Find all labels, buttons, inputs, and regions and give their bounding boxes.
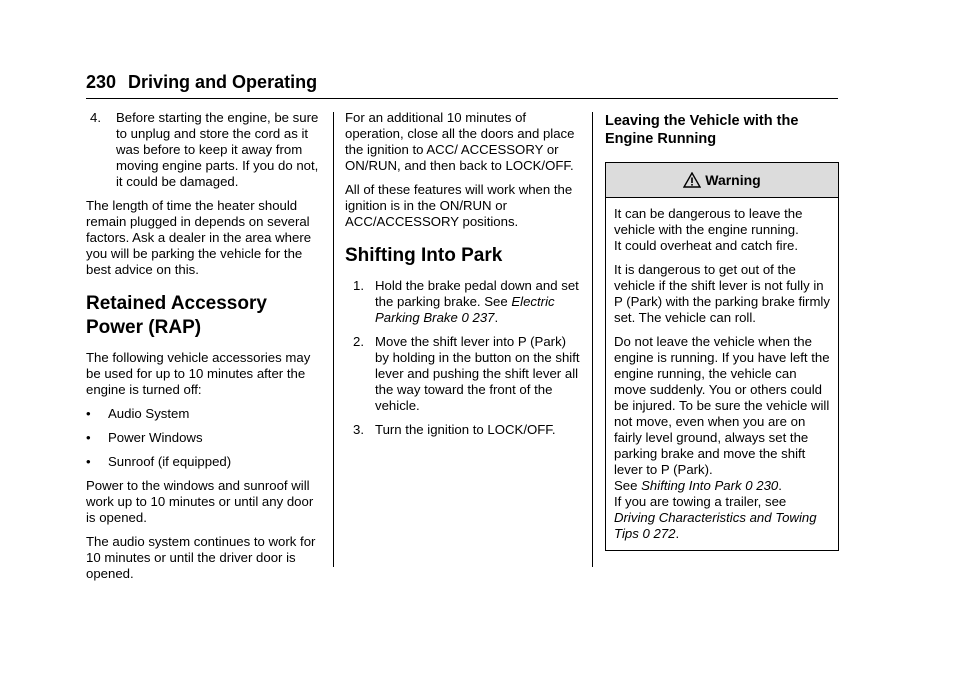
warning-paragraph-2: It is dangerous to get out of the vehicle if the shift lever is not fully in P (Park) with the parking brake firmly set. The vehicle can roll. (614, 262, 830, 325)
step-1 (353, 278, 581, 326)
towing-text: If you are towing a trailer, see (614, 494, 787, 509)
bullet-icon: • (86, 430, 91, 445)
period: . (675, 526, 680, 541)
page-arrow-icon: 0 (461, 310, 469, 325)
warning-label: Warning (705, 172, 761, 188)
list-item-text: Sunroof (if equipped) (108, 454, 232, 469)
step-text: Hold the brake pedal down and set the parking brake. See (375, 278, 579, 309)
warning-paragraph-1 (614, 206, 830, 254)
step-2 (353, 334, 581, 414)
warning-text: It can be dangerous to leave the vehicle with the engine running. (614, 206, 803, 237)
additional-paragraph: For an additional 10 minutes of operation, close all the doors and place the ignition to ACC/ ACCESSORY or ON/RUN, and then back to LOCK/OFF. (345, 110, 575, 173)
features-paragraph: All of these features will work when the ignition is in the ON/RUN or ACC/ACCESSORY positions. (345, 182, 573, 229)
warning-box (605, 162, 839, 551)
leaving-vehicle-heading: Leaving the Vehicle with the Engine Running (605, 113, 799, 147)
step-text: Before starting the engine, be sure to unplug and store the cord as it was before to keep it away from moving engine parts. If you do not, it could be damaged. (116, 110, 319, 189)
step-3 (353, 422, 581, 438)
park-heading: Shifting Into Park (345, 245, 503, 266)
period: . (778, 478, 782, 493)
header-rule (86, 98, 838, 99)
page-number: 230 (86, 72, 117, 92)
heater-paragraph: The length of time the heater should remain plugged in depends on several factors. Ask a dealer in the area where you will be parking the vehicle for the best advice on this. (86, 198, 312, 277)
rap-heading: Retained Accessory Power (RAP) (86, 293, 267, 338)
step-number: 1. (353, 278, 364, 293)
reference-page: 237 (472, 310, 495, 325)
cross-reference-link[interactable]: Electric Parking Brake (375, 294, 555, 325)
bullet-icon: • (86, 454, 91, 469)
step-text: Turn the ignition to LOCK/OFF. (375, 422, 556, 437)
list-item (86, 430, 322, 446)
page-arrow-icon: 0 (642, 526, 650, 541)
period: . (494, 310, 499, 325)
cross-reference-link[interactable]: Driving Characteristics and Towing Tips (614, 510, 817, 541)
step-text: Move the shift lever into P (Park) by holding in the button on the shift lever and pushing the shift lever all the way toward the front of the vehicle. (375, 334, 580, 413)
list-item-text: Audio System (108, 406, 190, 421)
warning-text: It could overheat and catch fire. (614, 238, 799, 253)
cross-reference-link[interactable]: Shifting Into Park (641, 478, 742, 493)
reference-page: 230 (756, 478, 779, 493)
audio-paragraph: The audio system continues to work for 10 minutes or until the driver door is opened. (86, 534, 316, 581)
step-number: 2. (353, 334, 364, 349)
column-divider-2 (592, 112, 593, 567)
section-title: Driving and Operating (128, 72, 318, 92)
page-arrow-icon: 0 (745, 478, 753, 493)
bullet-icon: • (86, 406, 91, 421)
list-item (86, 406, 322, 422)
warning-body (606, 198, 838, 542)
step-4 (90, 110, 322, 190)
column-3 (605, 112, 839, 551)
reference-page: 272 (653, 526, 676, 541)
column-divider-1 (333, 112, 334, 567)
windows-paragraph: Power to the windows and sunroof will work up to 10 minutes or until any door is opened. (86, 478, 314, 525)
warning-header (606, 163, 838, 198)
list-item (86, 454, 322, 470)
step-number: 3. (353, 422, 364, 437)
warning-paragraph-3 (614, 334, 830, 542)
rap-intro: The following vehicle accessories may be used for up to 10 minutes after the engine is turned off: (86, 350, 311, 397)
warning-text: Do not leave the vehicle when the engine is running. If you have left the engine running, the vehicle can move suddenly. You or others could be injured. To be sure the vehicle will not move, even when you are on fairly level ground, always set the parking brake and move the shift lever to P (Park). (614, 334, 830, 477)
column-2 (345, 110, 581, 446)
column-1 (86, 110, 322, 590)
step-number: 4. (90, 110, 101, 125)
warning-icon (683, 172, 701, 188)
list-item-text: Power Windows (108, 430, 203, 445)
towing-reference (614, 510, 830, 542)
see-label: See (614, 478, 642, 493)
page-header (86, 72, 317, 93)
see-reference (614, 478, 830, 494)
